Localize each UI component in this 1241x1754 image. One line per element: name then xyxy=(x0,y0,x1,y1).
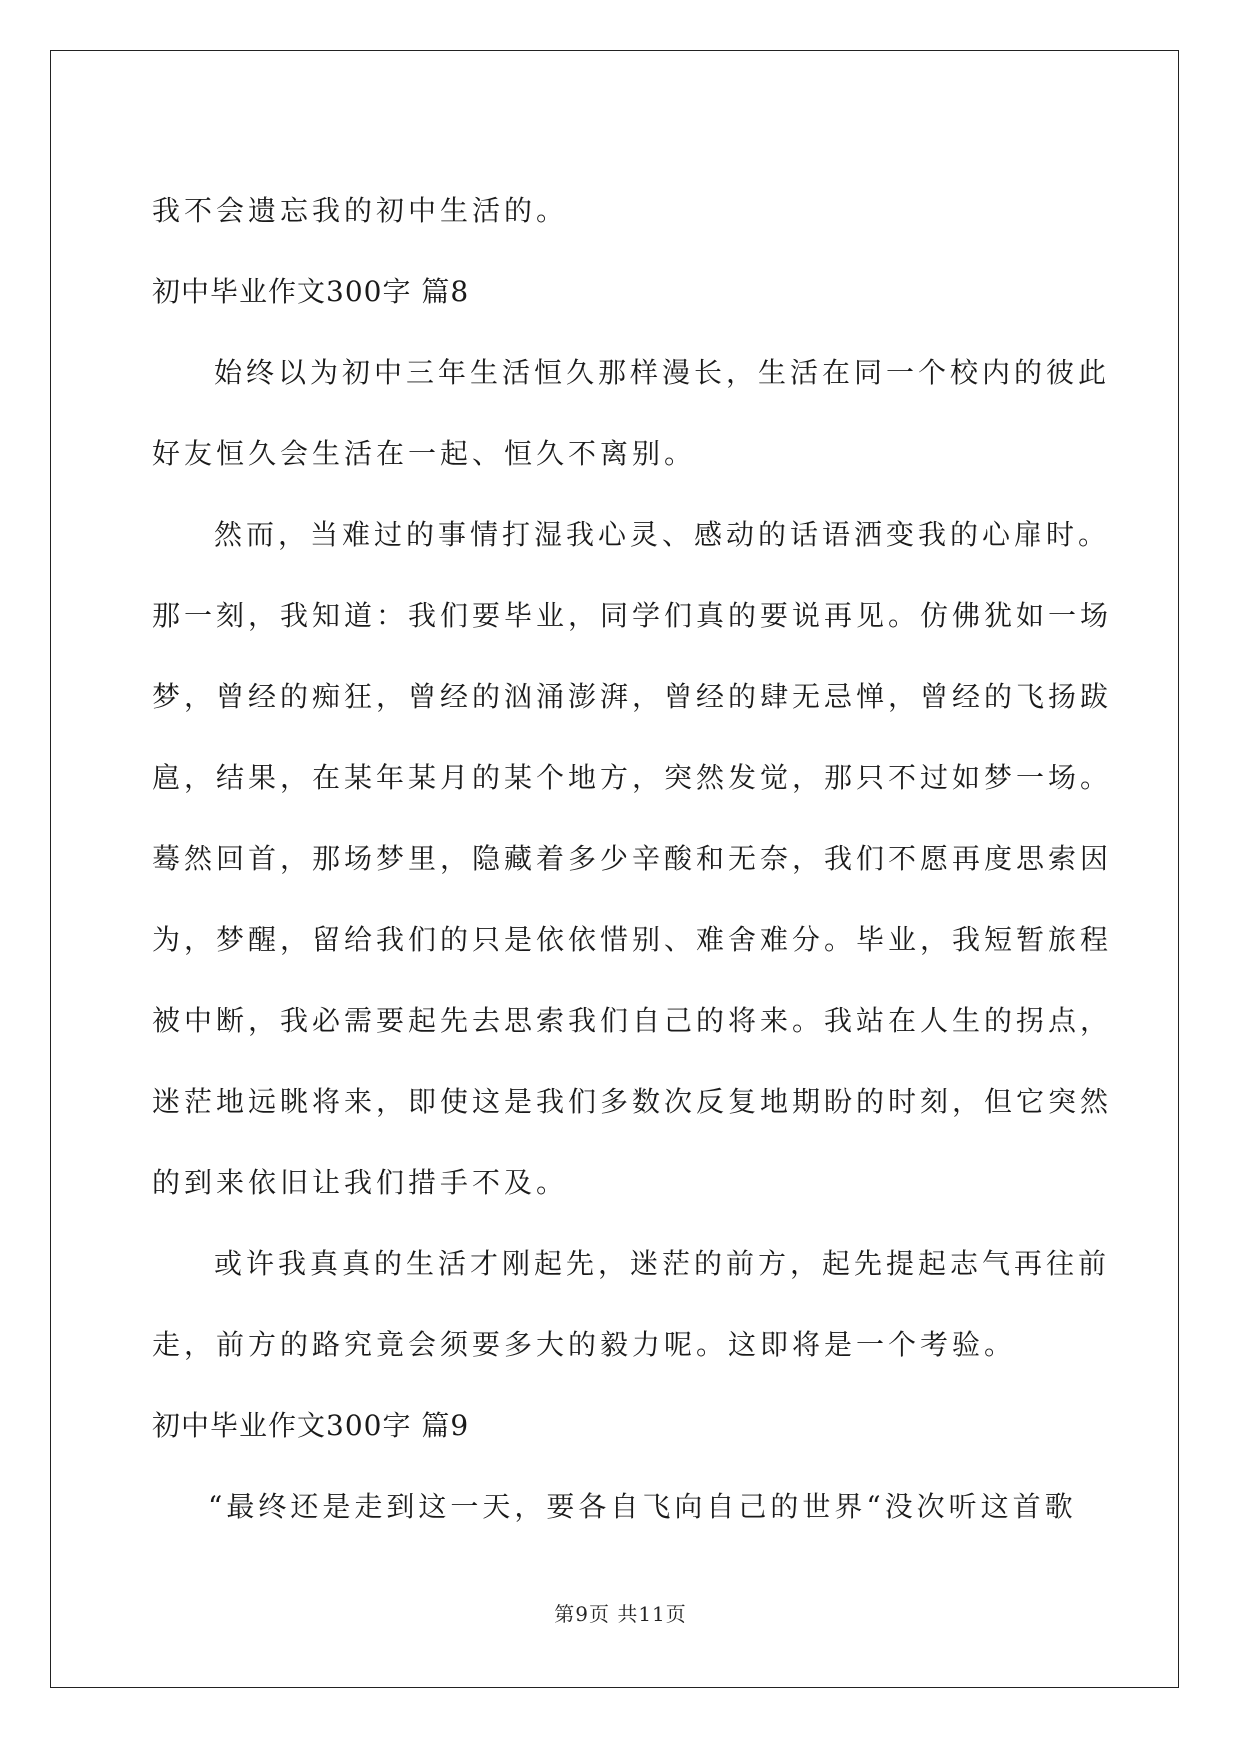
page-footer: 第9页 共11页 xyxy=(554,1602,687,1626)
paragraph-line: 梦，曾经的痴狂，曾经的汹涌澎湃，曾经的肆无忌惮，曾经的飞扬跋 xyxy=(152,680,1113,713)
paragraph-line: 迷茫地远眺将来，即使这是我们多数次反复地期盼的时刻，但它突然 xyxy=(152,1085,1113,1118)
paragraph-line: 的到来依旧让我们措手不及。 xyxy=(152,1166,569,1199)
paragraph-line: 那一刻，我知道：我们要毕业，同学们真的要说再见。仿佛犹如一场 xyxy=(152,599,1113,632)
paragraph-line: 走，前方的路究竟会须要多大的毅力呢。这即将是一个考验。 xyxy=(152,1328,1017,1361)
paragraph-line: “最终还是走到这一天，要各自飞向自己的世界“没次听这首歌 xyxy=(208,1490,1077,1523)
paragraph-line: 蓦然回首，那场梦里，隐藏着多少辛酸和无奈，我们不愿再度思索因 xyxy=(152,842,1113,875)
paragraph-line: 始终以为初中三年生活恒久那样漫长，生活在同一个校内的彼此 xyxy=(214,356,1111,389)
paragraph-line: 然而，当难过的事情打湿我心灵、感动的话语洒变我的心扉时。 xyxy=(214,518,1111,551)
document-body xyxy=(152,170,1113,1547)
paragraph-line: 扈，结果，在某年某月的某个地方，突然发觉，那只不过如梦一场。 xyxy=(152,761,1113,794)
paragraph-line: 好友恒久会生活在一起、恒久不离别。 xyxy=(152,437,697,470)
paragraph-line: 我不会遗忘我的初中生活的。 xyxy=(152,194,569,227)
section-heading: 初中毕业作文300字 篇8 xyxy=(152,275,470,308)
paragraph-line: 被中断，我必需要起先去思索我们自己的将来。我站在人生的拐点， xyxy=(152,1004,1113,1037)
paragraph-line: 为，梦醒，留给我们的只是依依惜别、难舍难分。毕业，我短暂旅程 xyxy=(152,923,1113,956)
paragraph-line: 或许我真真的生活才刚起先，迷茫的前方，起先提起志气再往前 xyxy=(214,1247,1111,1280)
section-heading: 初中毕业作文300字 篇9 xyxy=(152,1409,470,1442)
